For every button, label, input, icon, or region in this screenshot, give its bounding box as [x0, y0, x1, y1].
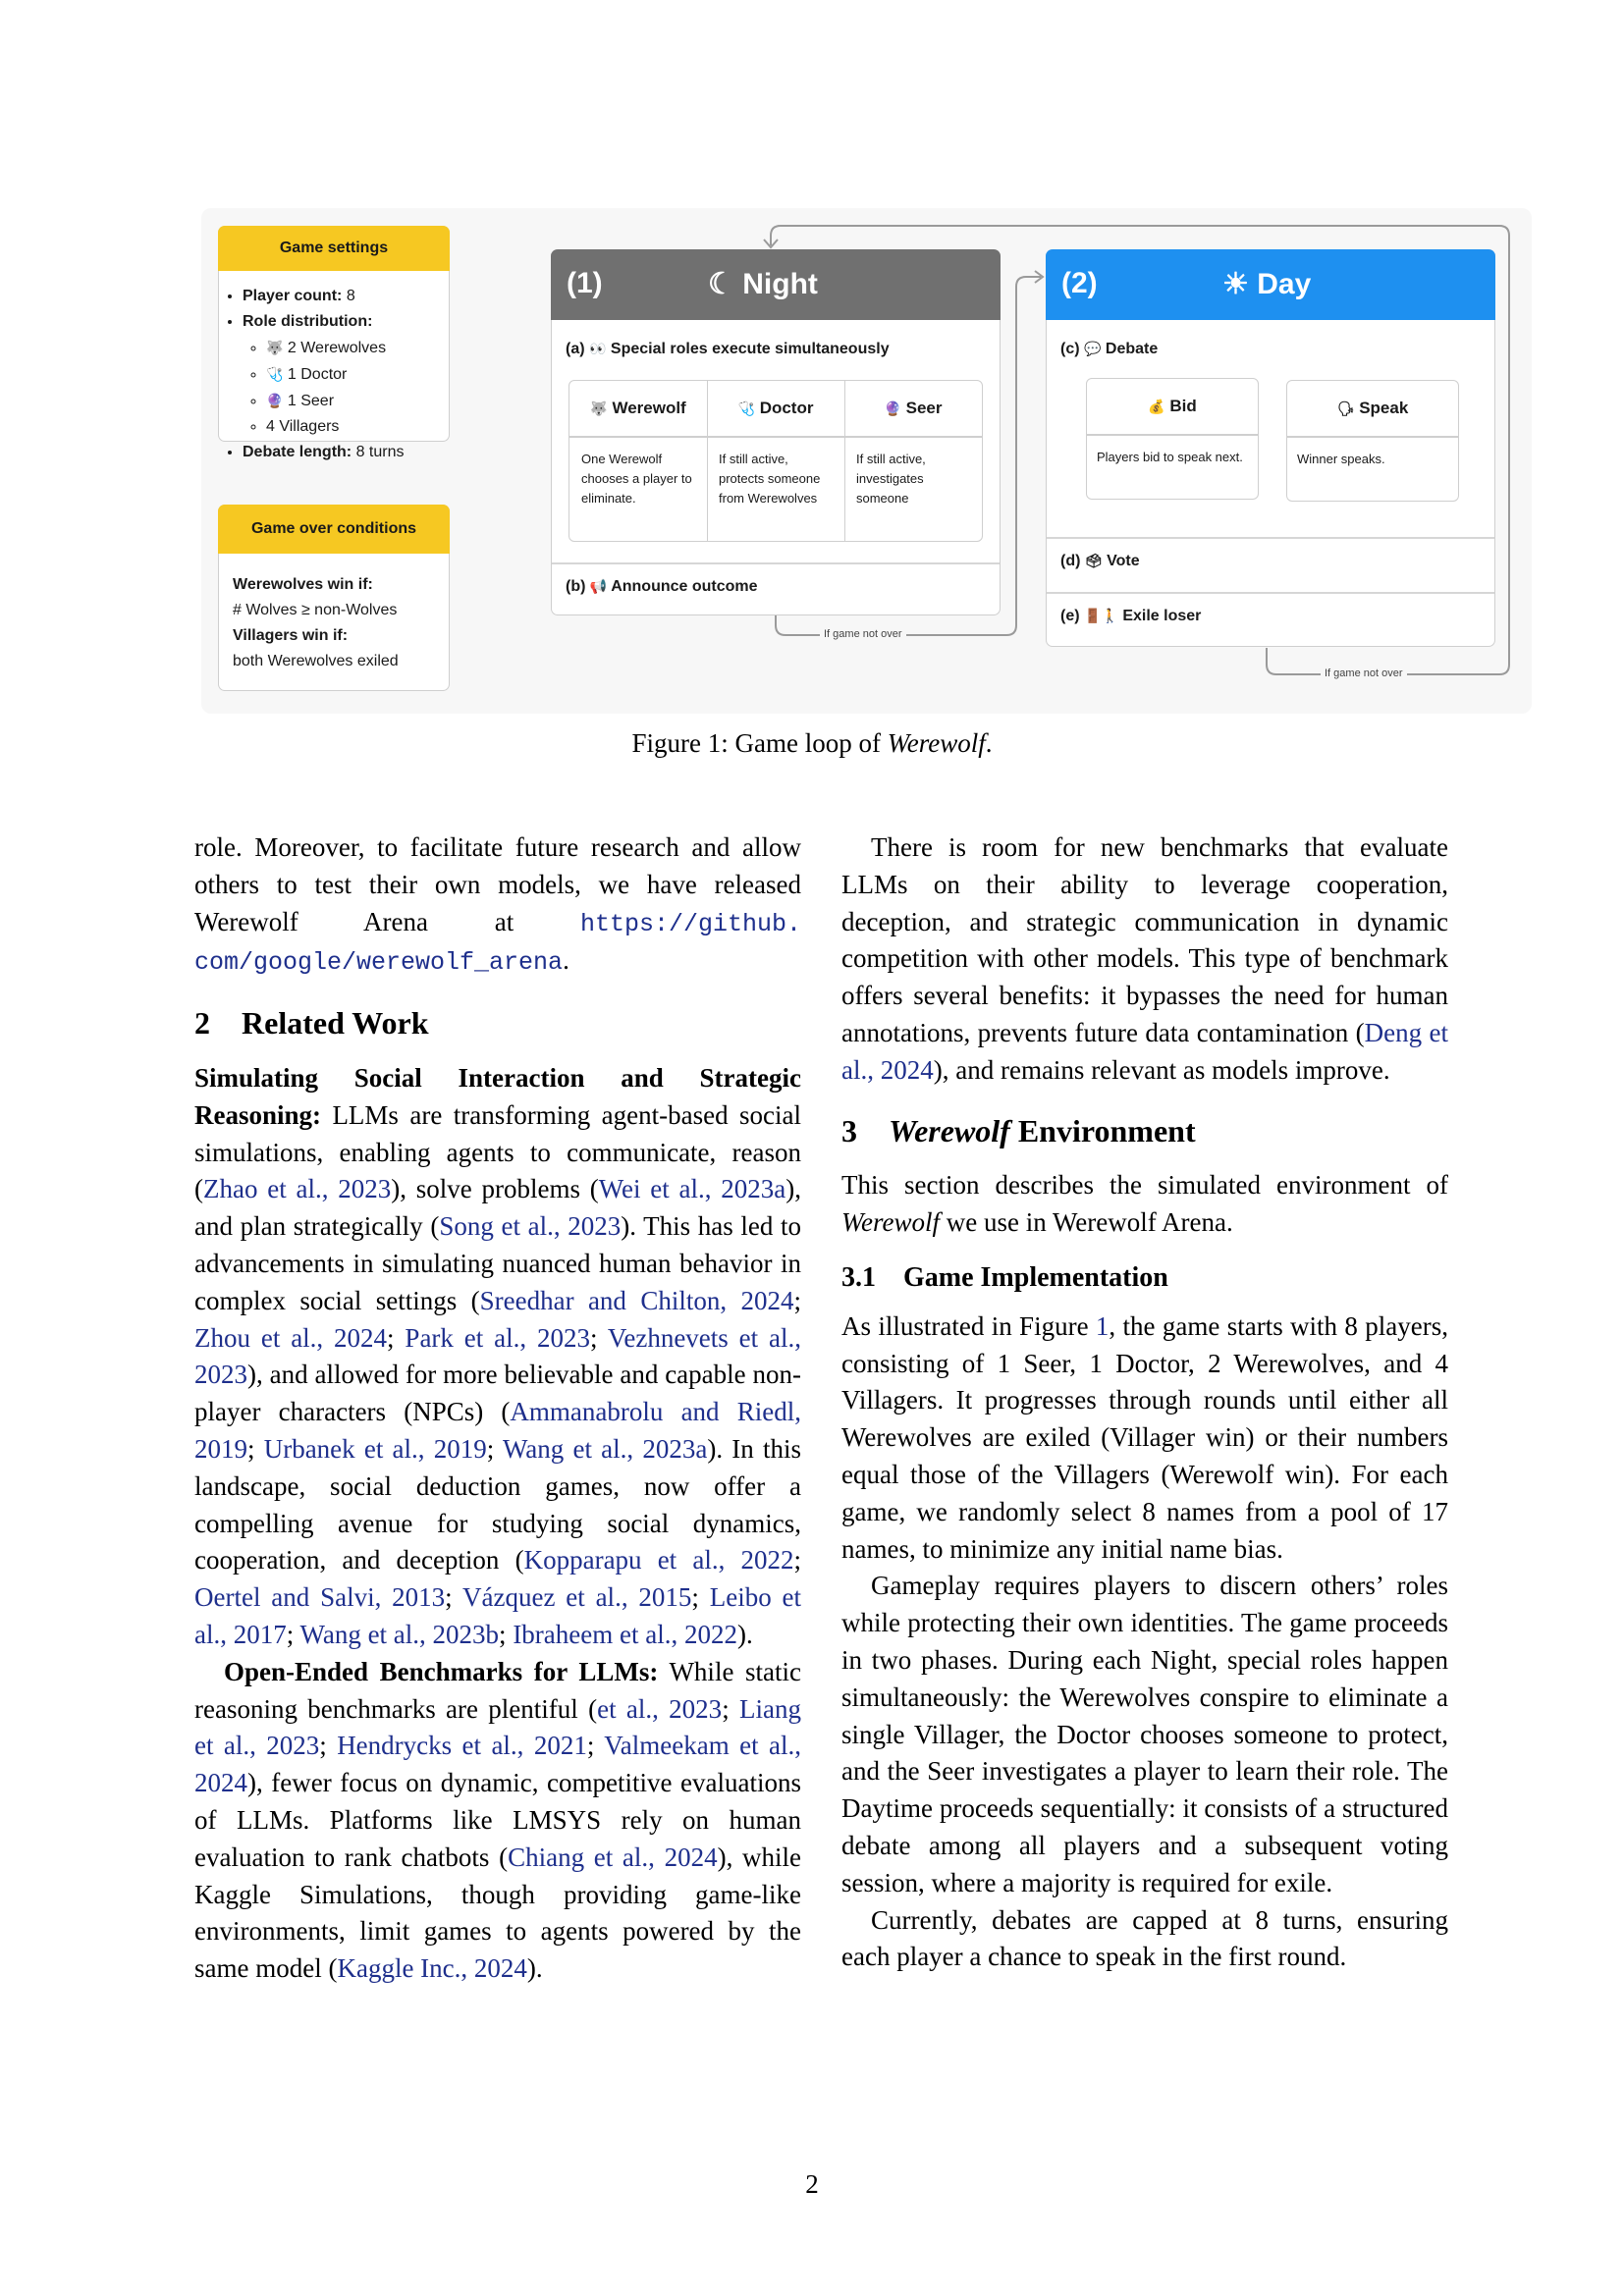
subsection-3-1-heading: 3.1 Game Implementation: [841, 1261, 1168, 1293]
github-link-cont[interactable]: com/google/werewolf_arena: [194, 948, 564, 978]
player-count-item: • Player count: 8: [243, 284, 405, 309]
game-settings-panel: [218, 226, 450, 460]
night-title: ☾ Night: [708, 268, 818, 300]
bid-title: 💰 Bid: [1087, 379, 1258, 434]
cite[interactable]: Ammanabrolu and Riedl, 2019: [194, 1397, 801, 1464]
benchmarks-paragraph: There is room for new benchmarks that evaluate LLMs on their ability to leverage cooperation, deception, and strategic communication in dynamic competition with other models. This type of benchmark offers several benefits: it bypasses the need for human annotations, prevents future data contamination (Deng et al., 2024), and remains relevant as models improve.: [841, 832, 1448, 1085]
cite[interactable]: Valmeekam et al., 2024: [194, 1731, 801, 1798]
doctor-desc: If still active, protects someone from Werewolves: [719, 452, 821, 506]
seer-desc: If still active, investigates someone: [856, 452, 926, 506]
cite[interactable]: Wei et al., 2023a: [598, 1174, 786, 1204]
game-over-panel: [218, 505, 450, 691]
step-e-label: (e) 🚪🚶 Exile loser: [1060, 608, 1202, 624]
speak-desc: Winner speaks.: [1297, 452, 1385, 466]
step-c-label: (c) 💬 Debate: [1060, 341, 1159, 357]
cite[interactable]: Kopparapu et al., 2022: [523, 1545, 794, 1575]
night-header: [551, 249, 1001, 320]
speaking-head-icon: 🗣: [1336, 400, 1355, 416]
doctor-icon: 🩺: [737, 400, 755, 416]
figure-ref[interactable]: 1: [1095, 1310, 1110, 1341]
related-work-p1: Simulating Social Interaction and Strategic Reasoning: LLMs are transforming agent-based social simulations, enabling agents to communicate, reason (Zhao et al., 2023), solve problems (Wei et al., 2023a), and plan strategically (Song et al., 2023). This has led to advancements in simulating nuanced human behavior in complex social settings (Sreedhar and Chilton, 2024; Zhou et al., 2024; Park et al., 2023; Vezhnevets et al., 2023), and allowed for more believable and capable non-player characters (NPCs) (Ammanabrolu and Riedl, 2019; Urbanek et al., 2019; Wang et al., 2023a). In this landscape, social deduction games, now offer a compelling avenue for studying social dynamics, cooperation, and deception (Kopparapu et al., 2022; Oertel and Salvi, 2013; Vázquez et al., 2015; Leibo et al., 2017; Wang et al., 2023b; Ibraheem et al., 2022).: [194, 1062, 802, 1649]
section-2-heading: 2 Related Work: [194, 1005, 429, 1041]
step-a-label: (a) 👀 Special roles execute simultaneously: [566, 341, 890, 357]
villagers-win-label: Villagers win if:: [233, 627, 349, 644]
step-b-label: (b) 📢 Announce outcome: [566, 578, 758, 595]
werewolves-win-label: Werewolves win if:: [233, 576, 373, 593]
night-roles-table: [568, 380, 983, 542]
moon-icon: ☾: [708, 268, 734, 300]
doctor-icon: 🩺: [266, 366, 284, 382]
cite[interactable]: Oertel and Salvi, 2013: [194, 1582, 446, 1613]
cite[interactable]: Urbanek et al., 2019: [263, 1433, 487, 1464]
crystal-ball-icon: 🔮: [266, 393, 284, 408]
speak-title: 🗣 Speak: [1287, 381, 1458, 436]
debate-length-item: • Debate length: 8 turns: [243, 440, 405, 465]
day-phase-panel: [1046, 249, 1495, 647]
crystal-ball-icon: 🔮: [884, 400, 901, 416]
loop-note-day: If game not over: [1321, 667, 1407, 679]
left-column: [194, 829, 801, 1988]
cite[interactable]: Vázquez et al., 2015: [462, 1582, 692, 1613]
werewolf-header: 🐺 Werewolf: [569, 381, 707, 436]
figure-caption: Figure 1: Game loop of Werewolf.: [631, 728, 993, 758]
right-column: [841, 829, 1448, 1976]
cite[interactable]: Leibo et al., 2017: [194, 1582, 802, 1649]
money-bag-icon: 💰: [1148, 399, 1165, 414]
sun-icon: ☀: [1222, 268, 1249, 300]
cite[interactable]: Kaggle Inc., 2024: [337, 1953, 527, 1984]
speech-bubble-icon: 💬: [1084, 341, 1102, 356]
day-title: ☀ Day: [1222, 268, 1312, 300]
wolf-icon: 🐺: [266, 340, 284, 355]
environment-paragraph: This section describes the simulated environment of Werewolf we use in Werewolf Arena.: [841, 1170, 1448, 1238]
game-over-title: Game over conditions: [218, 505, 450, 554]
bid-box: [1086, 378, 1259, 500]
cite[interactable]: Sreedhar and Chilton, 2024: [479, 1285, 794, 1315]
bid-desc: Players bid to speak next.: [1097, 450, 1243, 464]
cite[interactable]: Park et al., 2023: [405, 1322, 590, 1353]
intro-paragraph-end: role. Moreover, to facilitate future research and allow others to test their own models, we have released Werewolf Arena at https://github. com/google/werewolf_arena.: [194, 832, 801, 978]
cite[interactable]: et al., 2023: [597, 1693, 723, 1724]
implementation-p1: As illustrated in Figure 1, the game starts with 8 players, consisting of 1 Seer, 1 Doctor, 2 Werewolves, and 4 Villagers. It progresses through rounds until either all Werewolves are exiled (Villager win) or their numbers equal those of the Villagers (Werewolf win). For each game, we randomly select 8 names from a pool of 17 names, to minimize any initial name bias.: [841, 1310, 1448, 1564]
role-distribution-item: • Role distribution: ◦ 🐺 2 Werewolves ◦ 🩺 1 Doctor ◦ 🔮 1 Seer ◦ 4 Villagers: [243, 309, 405, 440]
role-villagers: ◦ 4 Villagers: [266, 414, 405, 440]
day-header: [1046, 249, 1495, 320]
cite[interactable]: Ibraheem et al., 2022: [513, 1619, 737, 1649]
eyes-icon: 👀: [589, 341, 607, 356]
role-doctor: ◦ 🩺 1 Doctor: [266, 361, 405, 388]
game-settings-title: Game settings: [218, 226, 450, 271]
cite[interactable]: Hendrycks et al., 2021: [337, 1731, 587, 1761]
loop-note-night: If game not over: [820, 628, 906, 640]
speak-box: [1286, 380, 1459, 502]
cite[interactable]: Wang et al., 2023b: [299, 1619, 500, 1649]
role-seer: ◦ 🔮 1 Seer: [266, 388, 405, 414]
implementation-p3: Currently, debates are capped at 8 turns, ensuring each player a chance to speak in the first round.: [841, 1904, 1448, 1972]
cite[interactable]: Zhou et al., 2024: [194, 1322, 388, 1353]
werewolf-desc: One Werewolf chooses a player to eliminate.: [581, 452, 692, 506]
role-werewolves: ◦ 🐺 2 Werewolves: [266, 335, 405, 361]
cite[interactable]: Vezhnevets et al., 2023: [194, 1322, 801, 1390]
implementation-p2: Gameplay requires players to discern others’ roles while protecting their own identities. The game proceeds in two phases. During each Night, special roles happen simultaneously: the Werewolves conspire to eliminate a single Villager, the Doctor chooses someone to protect, and the Seer investigates a player to learn their role. The Daytime proceeds sequentially: it consists of a structured debate among all players and a subsequent voting session, where a majority is required for exile.: [841, 1571, 1448, 1897]
figure-game-loop: [201, 208, 1532, 714]
step-d-label: (d) 🗳 Vote: [1060, 553, 1140, 569]
cite[interactable]: Wang et al., 2023a: [502, 1433, 708, 1464]
door-walking-icon: 🚪🚶: [1084, 608, 1118, 623]
night-phase-panel: [551, 249, 1001, 615]
werewolves-win-cond: # Wolves ≥ non-Wolves: [233, 602, 398, 618]
doctor-header: 🩺 Doctor: [707, 381, 844, 436]
cite[interactable]: Zhao et al., 2023: [203, 1174, 392, 1204]
page-number: 2: [805, 2169, 819, 2199]
settings-list: [219, 284, 405, 465]
night-number: (1): [567, 267, 603, 299]
ballot-icon: 🗳: [1084, 553, 1103, 568]
villagers-win-cond: both Werewolves exiled: [233, 653, 399, 669]
seer-header: 🔮 Seer: [844, 381, 982, 436]
related-work-p2: Open-Ended Benchmarks for LLMs: While static reasoning benchmarks are plentiful (et al., 2023; Liang et al., 2023; Hendrycks et al., 2021; Valmeekam et al., 2024), fewer focus on dynamic, competitive evaluations of LLMs. Platforms like LMSYS rely on human evaluation to rank chatbots (Chiang et al., 2024), while Kaggle Simulations, though providing game-like environments, limit games to agents powered by the same model (Kaggle Inc., 2024).: [194, 1656, 802, 1984]
cite[interactable]: Deng et al., 2024: [841, 1017, 1448, 1085]
section-3-heading: 3 Werewolf Environment: [841, 1112, 1196, 1148]
github-link[interactable]: https://github.: [579, 909, 801, 938]
day-number: (2): [1061, 267, 1098, 299]
cite[interactable]: Liang et al., 2023: [194, 1693, 801, 1761]
cite[interactable]: Song et al., 2023: [439, 1211, 622, 1242]
wolf-icon: 🐺: [590, 400, 608, 416]
cite[interactable]: Chiang et al., 2024: [508, 1842, 718, 1872]
megaphone-icon: 📢: [589, 578, 608, 594]
